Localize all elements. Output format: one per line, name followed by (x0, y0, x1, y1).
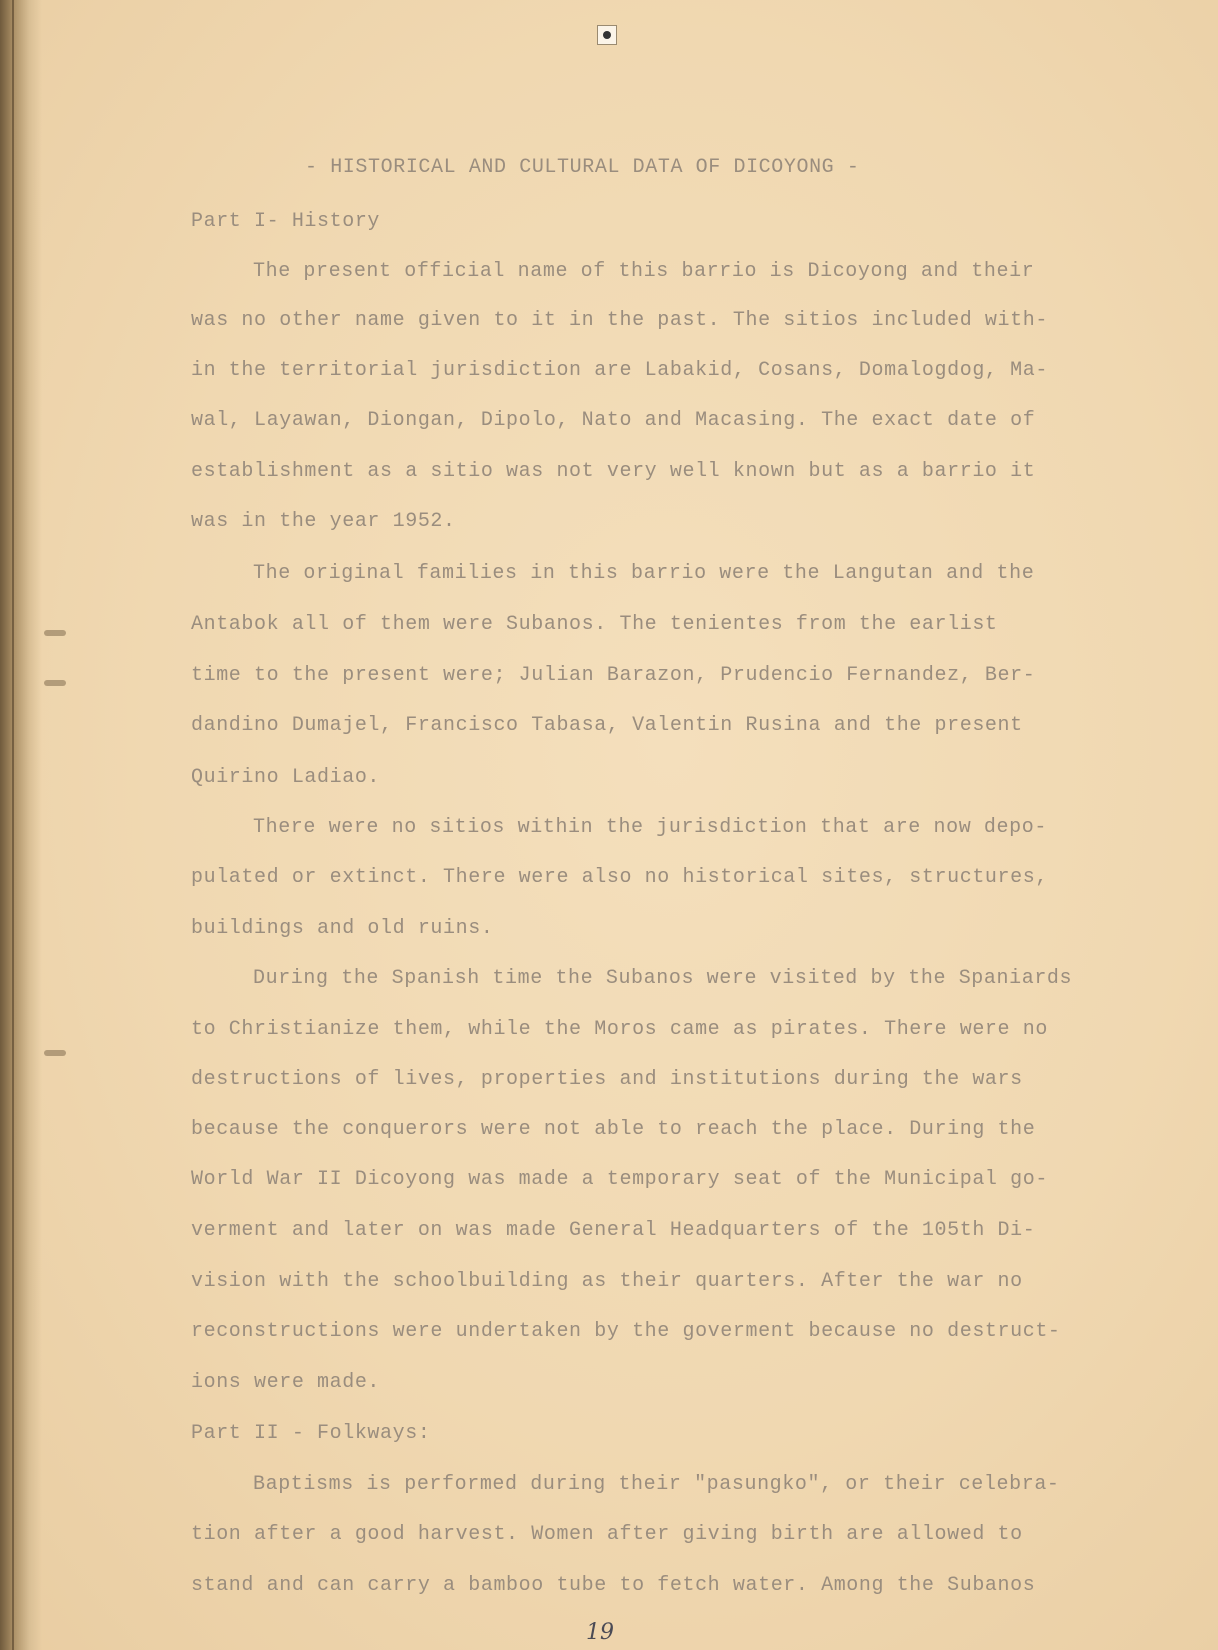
text-line: was in the year 1952. (191, 510, 456, 533)
text-line: Quirino Ladiao. (191, 766, 381, 789)
part-1-heading: Part I- History (191, 210, 381, 233)
text-line: There were no sitios within the jurisdiction that are now depo- (253, 816, 1047, 839)
part-2-heading: Part II - Folkways: (191, 1422, 431, 1445)
text-line: Antabok all of them were Subanos. The tenientes from the earlist (191, 613, 998, 636)
text-line: ions were made. (191, 1371, 381, 1394)
punch-mark (44, 680, 66, 686)
text-line: destructions of lives, properties and institutions during the wars (191, 1068, 1023, 1091)
text-line: establishment as a sitio was not very well known but as a barrio it (191, 460, 1036, 483)
text-line: The present official name of this barrio is Dicoyong and their (253, 260, 1035, 283)
text-line: time to the present were; Julian Barazon, Prudencio Fernandez, Ber- (191, 664, 1036, 687)
binding-shadow (0, 0, 42, 1650)
text-line: buildings and old ruins. (191, 917, 494, 940)
text-line: was no other name given to it in the past. The sitios included with- (191, 309, 1048, 332)
text-line: wal, Layawan, Diongan, Dipolo, Nato and Macasing. The exact date of (191, 409, 1036, 432)
punch-mark (44, 1050, 66, 1056)
document-title: - HISTORICAL AND CULTURAL DATA OF DICOYONG - (305, 156, 860, 179)
text-line: verment and later on was made General Headquarters of the 105th Di- (191, 1219, 1036, 1242)
punch-mark (44, 630, 66, 636)
text-line: to Christianize them, while the Moros came as pirates. There were no (191, 1018, 1048, 1041)
page-number: 19 (586, 1620, 614, 1645)
text-line: The original families in this barrio were the Langutan and the (253, 562, 1035, 585)
text-line: vision with the schoolbuilding as their quarters. After the war no (191, 1270, 1023, 1293)
text-line: stand and can carry a bamboo tube to fetch water. Among the Subanos (191, 1574, 1036, 1597)
page-edge (12, 0, 14, 1650)
text-line: reconstructions were undertaken by the goverment because no destruct- (191, 1320, 1061, 1343)
text-line: During the Spanish time the Subanos were visited by the Spaniards (253, 967, 1073, 990)
text-line: in the territorial jurisdiction are Labakid, Cosans, Domalogdog, Ma- (191, 359, 1048, 382)
text-line: because the conquerors were not able to reach the place. During the (191, 1118, 1036, 1141)
text-line: World War II Dicoyong was made a temporary seat of the Municipal go- (191, 1168, 1048, 1191)
archive-stamp-icon (597, 25, 617, 45)
text-line: dandino Dumajel, Francisco Tabasa, Valentin Rusina and the present (191, 714, 1023, 737)
text-line: Baptisms is performed during their "pasungko", or their celebra- (253, 1473, 1060, 1496)
text-line: tion after a good harvest. Women after giving birth are allowed to (191, 1523, 1023, 1546)
text-line: pulated or extinct. There were also no historical sites, structures, (191, 866, 1048, 889)
